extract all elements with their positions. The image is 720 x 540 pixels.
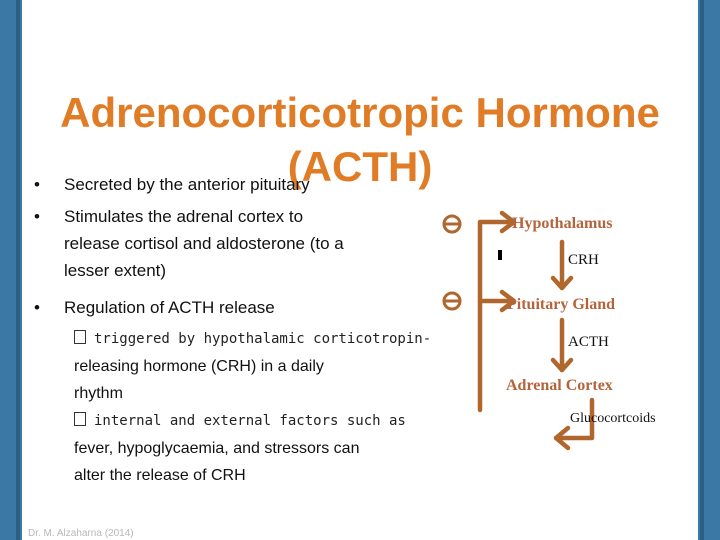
slide-frame-left — [0, 0, 22, 540]
bullet-stimulates — [34, 203, 344, 284]
slide-footer-credit: Dr. M. Alzaharna (2014) — [28, 528, 134, 539]
bullet-text: Regulation of ACTH release — [64, 298, 275, 317]
bullet-regulation — [34, 294, 275, 321]
bullet-marker: • — [34, 298, 40, 317]
sub-point-text-line1: internal and external factors such as — [94, 413, 406, 429]
sub-point-triggered — [74, 325, 431, 407]
bullet-text-line2: release cortisol and aldosterone (to a — [64, 234, 344, 253]
slide-title-line1: Adrenocorticotropic Hormone — [60, 89, 660, 136]
diagram-node-adrenal-cortex: Adrenal Cortex — [506, 377, 613, 394]
diagram-node-pituitary: Pituitary Gland — [507, 296, 616, 313]
bullet-marker: • — [34, 175, 40, 194]
sub-point-internal — [74, 407, 406, 489]
bullet-text: Secreted by the anterior pituitary — [64, 175, 310, 194]
sub-point-text-line2: fever, hypoglycaemia, and stressors can — [74, 440, 360, 457]
bullet-secreted — [34, 171, 310, 198]
bullet-text-line1: Stimulates the adrenal cortex to — [64, 207, 304, 226]
bullet-marker: • — [34, 207, 40, 226]
bullet-text-line3: lesser extent) — [64, 261, 167, 280]
marker-bar — [498, 250, 502, 260]
sub-point-text-line3: alter the release of CRH — [74, 467, 246, 484]
slide — [22, 0, 698, 540]
checkbox-glyph-icon — [74, 412, 86, 426]
checkbox-glyph-icon — [74, 330, 86, 344]
diagram-hormone-glucocorticoids: Glucocortcoids — [570, 411, 656, 426]
diagram-node-hypothalamus: Hypothalamus — [512, 215, 613, 232]
inhibition-icon-hypothalamus — [444, 216, 460, 232]
inhibition-icon-pituitary — [444, 293, 460, 309]
diagram-hormone-crh: CRH — [568, 252, 599, 268]
slide-title-line2: (ACTH) — [287, 143, 433, 190]
sub-point-text-line3: rhythm — [74, 385, 123, 402]
slide-frame-right — [698, 0, 720, 540]
diagram-hormone-acth: ACTH — [568, 334, 609, 350]
sub-point-text-line1: triggered by hypothalamic corticotropin- — [94, 331, 432, 347]
sub-point-text-line2: releasing hormone (CRH) in a daily — [74, 358, 324, 375]
